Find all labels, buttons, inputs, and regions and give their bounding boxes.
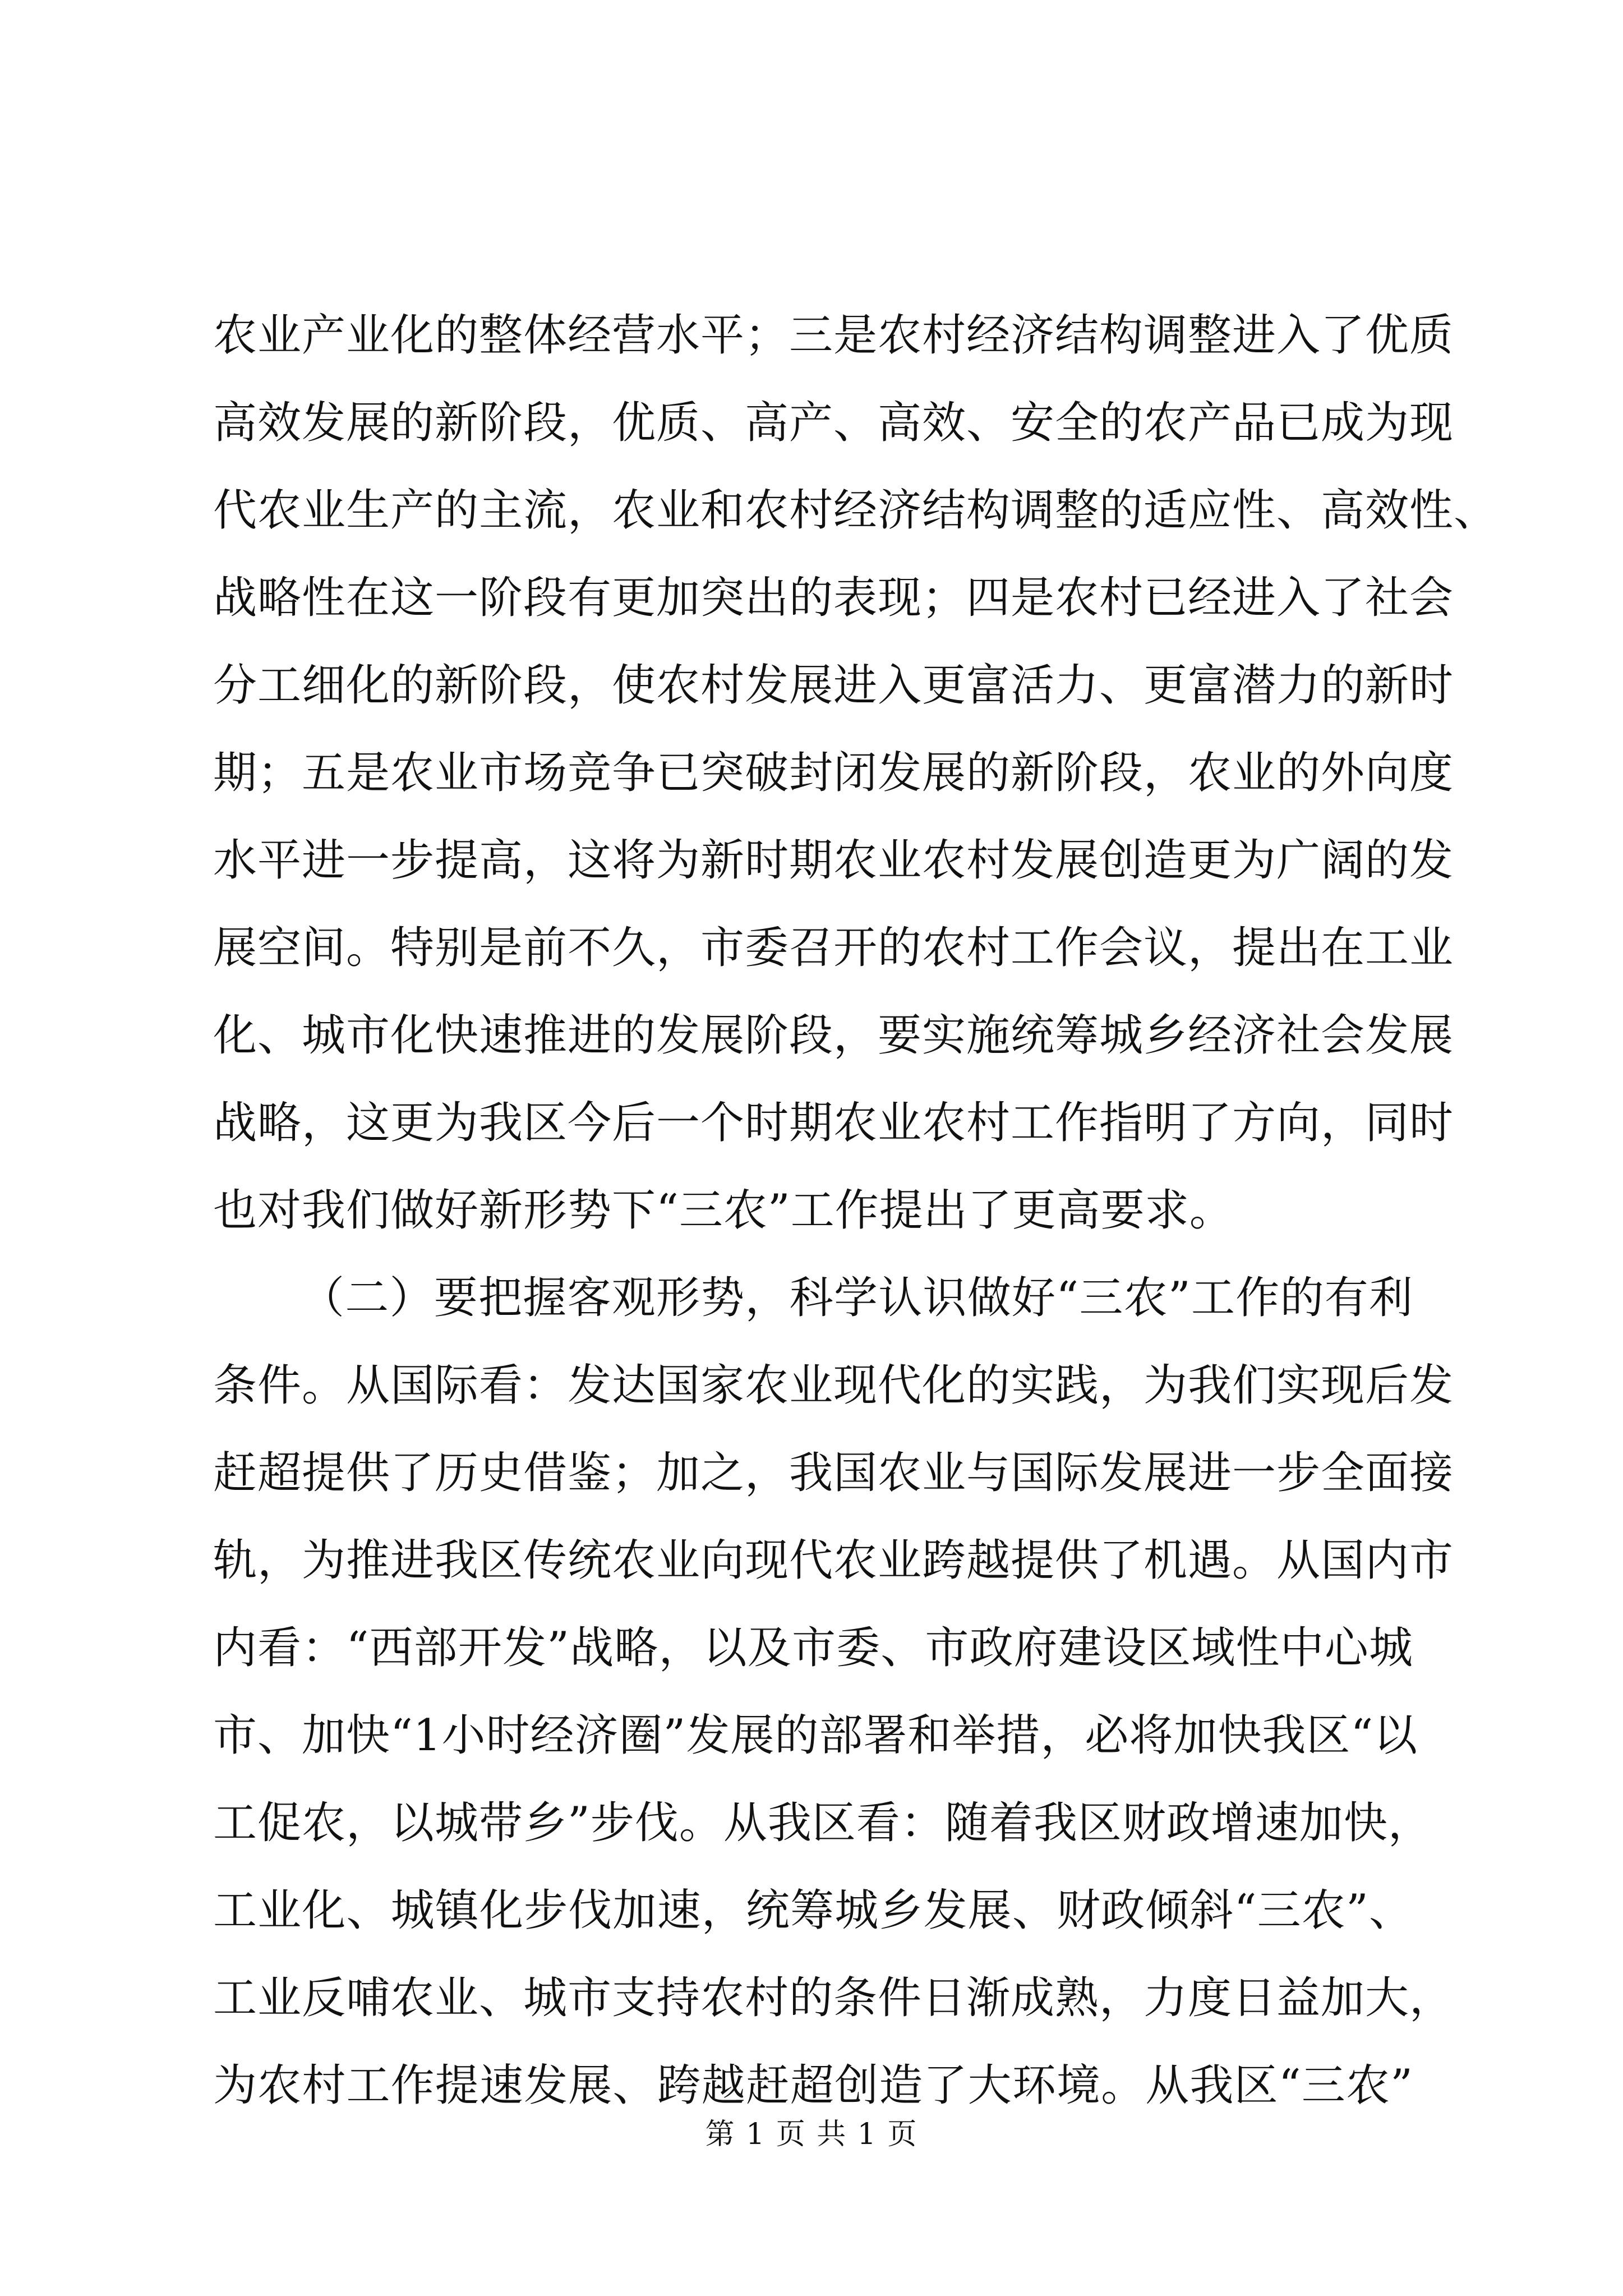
text-line: 水平进一步提高，这将为新时期农业农村发展创造更为广阔的发	[213, 835, 1454, 886]
text-line: 化、城市化快速推进的发展阶段，要实施统筹城乡经济社会发展	[213, 1010, 1454, 1061]
page-number-footer: 第 1 页 共 1 页	[705, 2118, 918, 2151]
text-line: 为农村工作提速发展、跨越赶超创造了大环境。从我区“三农”	[213, 2060, 1413, 2111]
text-line: 工业化、城镇化步伐加速，统筹城乡发展、财政倾斜“三农”、	[213, 1885, 1413, 1936]
text-line: 轨，为推进我区传统农业向现代农业跨越提供了机遇。从国内市	[213, 1535, 1454, 1586]
text-line: 分工细化的新阶段，使农村发展进入更富活力、更富潜力的新时	[213, 660, 1454, 711]
text-line: 期；五是农业市场竞争已突破封闭发展的新阶段，农业的外向度	[213, 748, 1454, 798]
text-line: 展空间。特别是前不久，市委召开的农村工作会议，提出在工业	[213, 923, 1454, 973]
text-line: 农业产业化的整体经营水平；三是农村经济结构调整进入了优质	[213, 310, 1454, 361]
text-line: 高效发展的新阶段，优质、高产、高效、安全的农产品已成为现	[213, 398, 1454, 448]
text-line: 也对我们做好新形势下“三农”工作提出了更高要求。	[213, 1185, 1234, 1236]
text-line: 内看：“西部开发”战略，以及市委、市政府建设区域性中心城	[213, 1623, 1413, 1673]
text-line: 战略性在这一阶段有更加突出的表现；四是农村已经进入了社会	[213, 573, 1454, 623]
text-line: 条件。从国际看：发达国家农业现代化的实践，为我们实现后发	[213, 1360, 1454, 1411]
text-line: 市、加快“1小时经济圈”发展的部署和举措，必将加快我区“以	[213, 1710, 1418, 1761]
text-line: 战略，这更为我区今后一个时期农业农村工作指明了方向，同时	[213, 1098, 1454, 1148]
document-body	[213, 292, 1498, 2129]
text-line: 工业反哺农业、城市支持农村的条件日渐成熟，力度日益加大，	[213, 1973, 1454, 2023]
text-line: 代农业生产的主流，农业和农村经济结构调整的适应性、高效性、	[213, 485, 1498, 536]
section-heading-line: （二）要把握客观形势，科学认识做好“三农”工作的有利	[301, 1273, 1413, 1323]
text-line: 工促农，以城带乡”步伐。从我区看：随着我区财政增速加快，	[213, 1798, 1432, 1848]
text-line: 赶超提供了历史借鉴；加之，我国农业与国际发展进一步全面接	[213, 1448, 1454, 1498]
